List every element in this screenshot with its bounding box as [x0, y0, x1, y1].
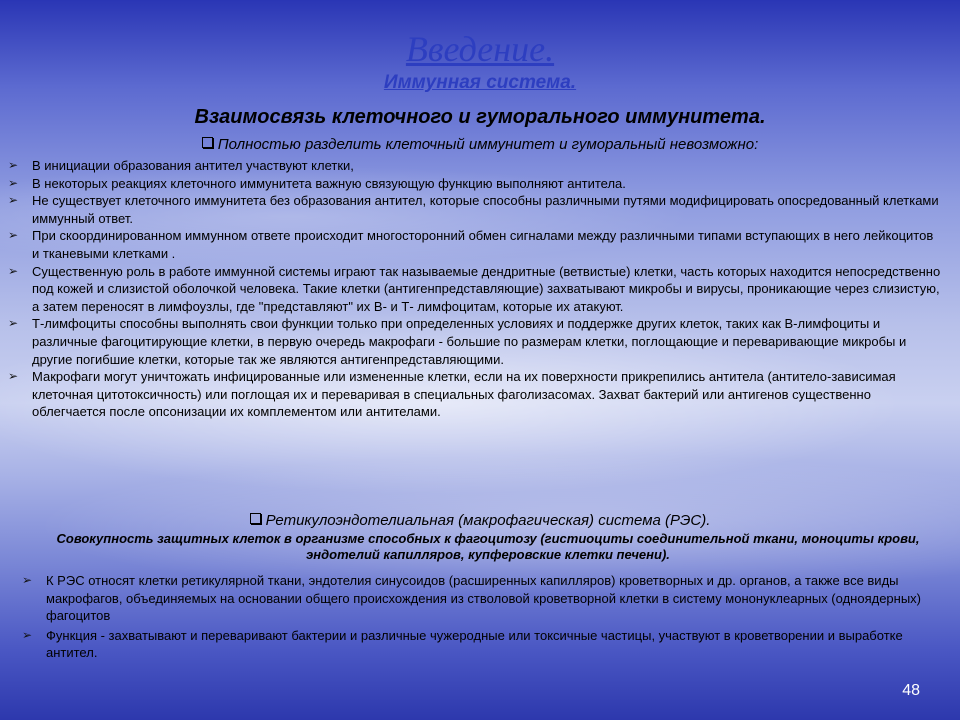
slide-title: Введение. — [405, 29, 555, 69]
main-bullet-list — [8, 157, 944, 421]
arrow-bullet-icon: ➢ — [22, 627, 33, 642]
checkbox-bullet-icon — [202, 137, 213, 148]
list-item: ➢ Существенную роль в работе иммунной системы играют так называемые дендритные (ветвистые) клетки, часть которых находится непосредственно под кожей и слизистой оболочкой человека. Такие клетки (антигенпредставляющие) захватывают микробы и вирусы, проникающие через слизистую, а затем переносят в лимфоузлы, где "представляют" их В- и Т- лимфоцитам, которые их атакуют. — [8, 263, 941, 314]
arrow-bullet-icon: ➢ — [8, 369, 19, 384]
slide-subtitle: Иммунная система. — [383, 72, 577, 93]
list-item: ➢ Функция - захватывают и переваривают бактерии и различные чужеродные или токсичные частицы, участвуют в кроветворении и выработке антител. — [22, 627, 903, 661]
res-title-line — [0, 512, 960, 529]
arrow-bullet-icon: ➢ — [22, 573, 33, 587]
list-item: ➢ В некоторых реакциях клеточного иммунитета важную связующую функцию выполняют антитела. — [8, 175, 626, 191]
list-item: ➢ В инициации образования антител участвуют клетки, — [8, 158, 354, 173]
list-item: ➢ Не существует клеточного иммунитета без образования антител, которые способны различными путями модифицировать опосредованный клетками иммунный ответ. — [8, 193, 939, 226]
list-item: ➢ Т-лимфоциты способны выполнять свои функции только при определенных условиях и поддержке других клеток, таких как В-лимфоциты и различные фагоцитирующие клетки, в первую очередь макрофаги - большие по размерам клетки, поглощающие и переваривающие микробы и другие погибшие клетки, которые так же являются антигенпредставляющими. — [8, 316, 907, 367]
list-item: ➢ При скоординированном иммунном ответе происходит многосторонний обмен сигналами между различными типами вступающих в него лейкоцитов и тканевыми клетками . — [8, 228, 934, 261]
res-title: Ретикулоэндотелиальная (макрофагическая) система (РЭС). — [265, 512, 711, 529]
res-definition: Совокупность защитных клеток в организме способных к фагоцитозу (гистиоциты соединительной ткани, моноциты крови, эндотелий капилляров, купферовские клетки печени). — [56, 531, 920, 562]
arrow-bullet-icon: ➢ — [8, 316, 19, 331]
list-item: ➢ К РЭС относят клетки ретикулярной ткани, эндотелия синусоидов (расширенных капилляров) кроветворных и др. органов, а также все виды макрофагов, объединяемых на основании общего происхождения из стволовой кроветворной клетки в систему мононуклеарных (одноядерных) фагоцитов — [22, 573, 922, 624]
arrow-bullet-icon: ➢ — [8, 263, 19, 278]
arrow-bullet-icon: ➢ — [8, 228, 19, 243]
section-heading: Взаимосвязь клеточного и гуморального иммунитета. — [194, 106, 766, 128]
arrow-bullet-icon: ➢ — [8, 175, 19, 190]
arrow-bullet-icon: ➢ — [8, 158, 19, 172]
intro-line — [0, 136, 960, 153]
checkbox-bullet-icon — [250, 513, 261, 524]
list-item: ➢ Макрофаги могут уничтожать инфицированные или измененные клетки, если на их поверхности прикрепились антитела (антитело-зависимая клеточная цитотоксичность) или поглощая их и переваривая в специальных фаголизасомах. Захват бактерий или антигенов существенно облегчается после опсонизации их комплементом или антителами. — [8, 369, 896, 420]
page-number: 48 — [902, 682, 920, 699]
res-bullet-list — [22, 572, 926, 662]
intro-text: Полностью разделить клеточный иммунитет и гуморальный невозможно: — [217, 136, 759, 153]
arrow-bullet-icon: ➢ — [8, 193, 19, 208]
